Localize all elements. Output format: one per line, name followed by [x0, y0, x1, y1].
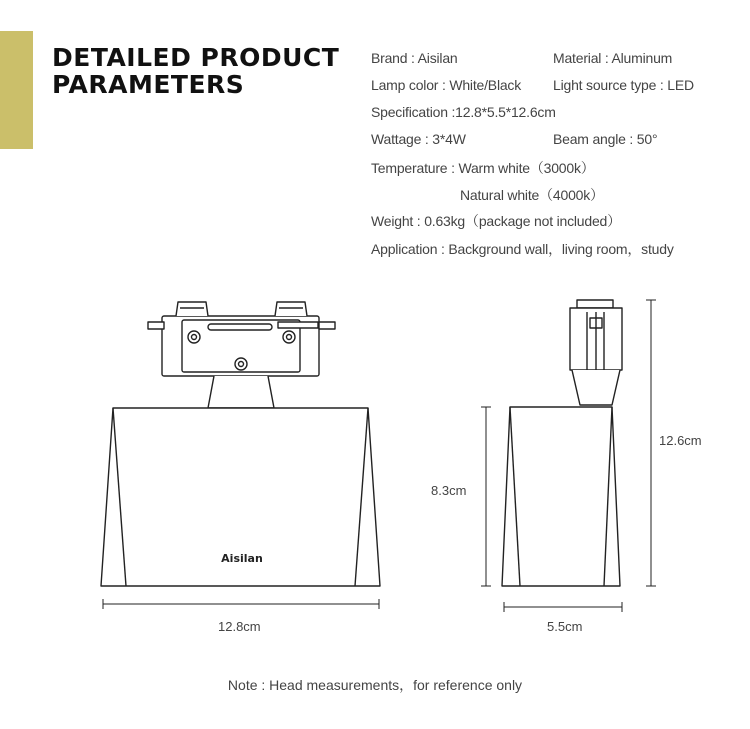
product-logo: Aisilan [221, 552, 263, 565]
front-track-adapter [148, 302, 335, 376]
spec-beam-angle: Beam angle : 50° [553, 131, 658, 147]
side-total-height-dimension [646, 300, 656, 586]
spec-wattage: Wattage : 3*4W [371, 131, 466, 147]
front-width-label: 12.8cm [218, 619, 261, 634]
side-lamp-head [502, 407, 620, 586]
side-track-adapter [570, 300, 622, 370]
spec-brand: Brand : Aisilan [371, 50, 458, 66]
spec-temperature: Temperature : Warm white（3000k） [371, 160, 595, 176]
spec-material: Material : Aluminum [553, 50, 673, 66]
spec-application: Application : Background wall，living room，study [371, 241, 674, 257]
title-line-2: PARAMETERS [52, 70, 245, 99]
title-line-1: DETAILED PRODUCT [52, 43, 340, 72]
front-neck [208, 376, 274, 408]
side-width-label: 5.5cm [547, 619, 583, 634]
side-head-height-dimension [481, 407, 491, 586]
side-width-dimension [504, 602, 622, 612]
spec-specification: Specification :12.8*5.5*12.6cm [371, 104, 556, 120]
spec-light-source: Light source type : LED [553, 77, 694, 93]
spec-temperature-alt: Natural white（4000k） [460, 187, 604, 203]
front-width-dimension [103, 599, 379, 609]
side-neck [572, 370, 620, 405]
spec-weight: Weight : 0.63kg（package not included） [371, 213, 621, 229]
spec-lamp-color: Lamp color : White/Black [371, 77, 522, 93]
side-total-height-label: 12.6cm [659, 433, 702, 448]
footnote: Note : Head measurements，for reference only [227, 677, 523, 693]
side-head-height-label: 8.3cm [431, 483, 467, 498]
